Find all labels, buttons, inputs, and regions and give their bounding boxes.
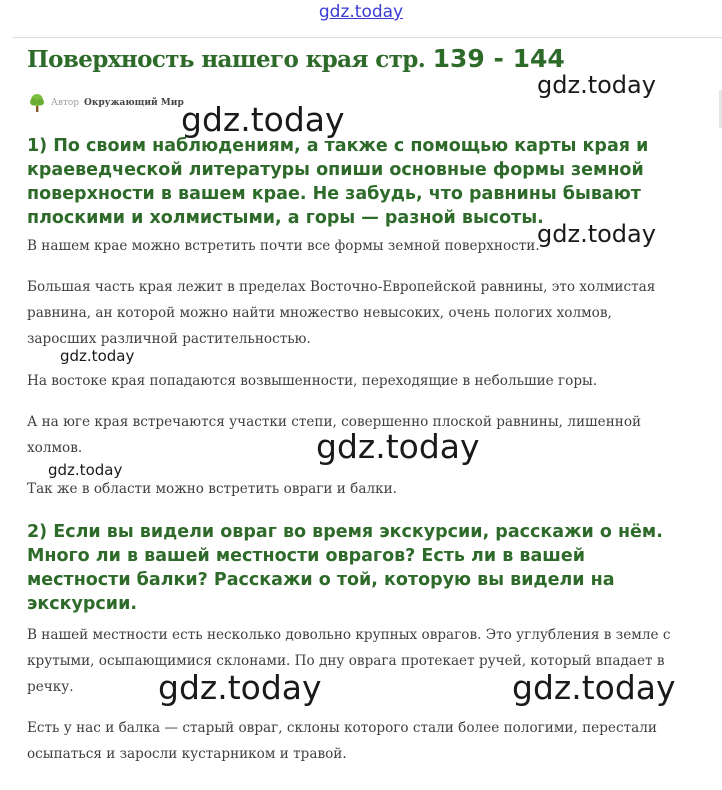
next-question-cutoff [27,784,457,790]
watermark: gdz.today [60,347,135,365]
answer-2-paragraph: Есть у нас и балка — старый овраг, склоны которого стали более пологими, перестали осыпаться и заросли кустарником и травой. [27,720,657,762]
watermark: gdz.today [316,427,480,466]
author-line [27,93,184,113]
watermark: gdz.today [537,71,656,99]
answer-1-paragraph: Большая часть края лежит в пределах Восточно-Европейской равнины, это холмистая равнина, ан которой можно найти множество невысоких, очень пологих холмов, заросших различной растительностью. [27,279,656,347]
site-watermark-link[interactable]: gdz.today [318,2,404,22]
question-1: 1) По своим наблюдениям, а также с помощью карты края и краеведческой литературы опиши основные формы земной поверхности в вашем крае. Не забудь, что равнины бывают плоскими и холмистыми, а горы — разной высоты. [27,136,649,228]
watermark: gdz.today [158,668,322,707]
author-name[interactable]: Окружающий Мир [84,98,184,108]
watermark: gdz.today [181,100,345,139]
watermark: gdz.today [512,668,676,707]
watermark: gdz.today [48,461,123,479]
answer-1-paragraph: А на юге края встречаются участки степи, совершенно плоской равнины, лишенной холмов. [27,414,642,456]
page-title-text: Поверхность нашего края стр. [27,46,426,73]
page-title-pages: 139 - 144 [432,44,565,73]
tree-icon [27,93,47,113]
watermark: gdz.today [537,220,656,248]
answer-2-paragraph: В нашей местности есть несколько довольно крупных оврагов. Это углубления в земле с крутыми, осыпающимися склонами. По дну оврага протекает ручей, который впадает в речку. [27,627,671,695]
question-2: 2) Если вы видели овраг во время экскурсии, расскажи о нём. Много ли в вашей местности оврагов? Есть ли в вашей местности балки? Расскажи о той, которую вы видели на экскурсии. [27,522,663,614]
answer-1-paragraph: На востоке края попадаются возвышенности, переходящие в небольшие горы. [27,373,598,389]
author-label: Автор [51,98,80,108]
answer-1-paragraph: В нашем крае можно встретить почти все формы земной поверхности. [27,238,540,254]
answer-1-paragraph: Так же в области можно встретить овраги и балки. [27,481,397,497]
page-title [27,44,565,73]
header-divider [13,37,722,38]
